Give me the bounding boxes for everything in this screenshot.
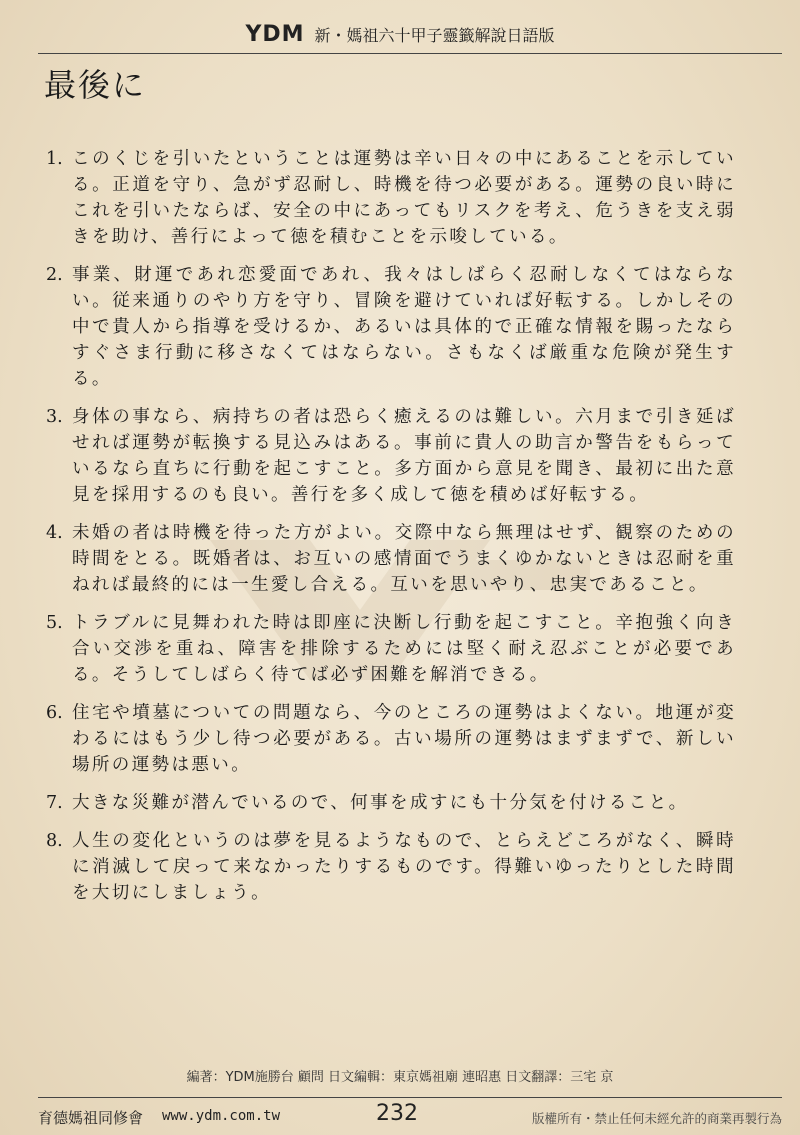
header-divider bbox=[38, 53, 782, 54]
copyright-notice: 版權所有・禁止任何未經允許的商業再製行為 bbox=[531, 1111, 782, 1126]
list-item bbox=[46, 146, 736, 250]
item-text: 身体の事なら、病持ちの者は恐らく癒えるのは難しい。六月まで引き延ばせれば運勢が転換する見込みはある。事前に貴人の助言か警告をもらっているなら直ちに行動を起こすこと。多方面から意見を聞き、最初に出た意見を採用するのも良い。善行を多く成して徳を積めば好転する。 bbox=[72, 407, 736, 505]
list-item bbox=[46, 610, 736, 688]
item-number: 2. bbox=[46, 265, 63, 285]
list-item bbox=[46, 700, 736, 778]
item-text: 人生の変化というのは夢を見るようなもので、とらえどころがなく、瞬時に消滅して戻って来なかったりするものです。得難いゆったりとした時間を大切にしましょう。 bbox=[72, 831, 736, 903]
item-text: 大きな災難が潜んでいるので、何事を成すにも十分気を付けること。 bbox=[72, 793, 689, 813]
list-item bbox=[46, 828, 736, 906]
item-text: このくじを引いたということは運勢は辛い日々の中にあることを示している。正道を守り、急がず忍耐し、時機を待つ必要がある。運勢の良い時にこれを引いたならば、安全の中にあってもリスクを考え、危うきを支え弱きを助け、善行によって徳を積むことを示唆している。 bbox=[72, 149, 736, 247]
footer-organization: 育德媽祖同修會 bbox=[38, 1109, 144, 1127]
list-item bbox=[46, 790, 736, 816]
ydm-logo: YDM bbox=[245, 21, 305, 47]
page-number: 232 bbox=[376, 1101, 418, 1126]
credits-line: 編著：YDM施勝台 顧問 日文編輯：東京媽祖廟 連昭惠 日文翻譯：三宅 京 bbox=[186, 1070, 614, 1085]
page-footer bbox=[38, 1101, 782, 1131]
list-item bbox=[46, 262, 736, 392]
item-text: 住宅や墳墓についての問題なら、今のところの運勢はよくない。地運が変わるにはもう少し待つ必要がある。古い場所の運勢はまずまずで、新しい場所の運勢は悪い。 bbox=[72, 703, 736, 775]
item-text: 未婚の者は時機を待った方がよい。交際中なら無理はせず、観察のための時間をとる。既婚者は、お互いの感情面でうまくゆかないときは忍耐を重ねれば最終的には一生愛し合える。互いを思いやり、忠実であること。 bbox=[72, 523, 736, 595]
item-number: 6. bbox=[46, 703, 63, 723]
list-item bbox=[46, 404, 736, 508]
item-number: 1. bbox=[46, 149, 63, 169]
item-number: 7. bbox=[46, 793, 63, 813]
footer-divider bbox=[38, 1097, 782, 1098]
item-text: 事業、財運であれ恋愛面であれ、我々はしばらく忍耐しなくてはならない。従来通りのやり方を守り、冒険を避けていれば好転する。しかしその中で貴人から指導を受けるか、あるいは具体的で正確な情報を賜ったならすぐさま行動に移さなくてはならない。さもなくば厳重な危険が発生する。 bbox=[72, 265, 736, 389]
page-title: 最後に bbox=[44, 66, 147, 104]
list-item bbox=[46, 520, 736, 598]
page-header bbox=[0, 16, 800, 52]
item-text: トラブルに見舞われた時は即座に決断し行動を起こすこと。辛抱強く向き合い交渉を重ね、障害を排除するためには堅く耐え忍ぶことが必要である。そうしてしばらく待てば必ず困難を解消できる。 bbox=[72, 613, 736, 685]
book-title: 新・媽祖六十甲子靈籤解說日語版 bbox=[314, 25, 555, 45]
advice-list bbox=[46, 146, 736, 918]
item-number: 4. bbox=[46, 523, 63, 543]
item-number: 8. bbox=[46, 831, 63, 851]
footer-url: www.ydm.com.tw bbox=[162, 1108, 281, 1124]
item-number: 3. bbox=[46, 407, 63, 427]
item-number: 5. bbox=[46, 613, 63, 633]
